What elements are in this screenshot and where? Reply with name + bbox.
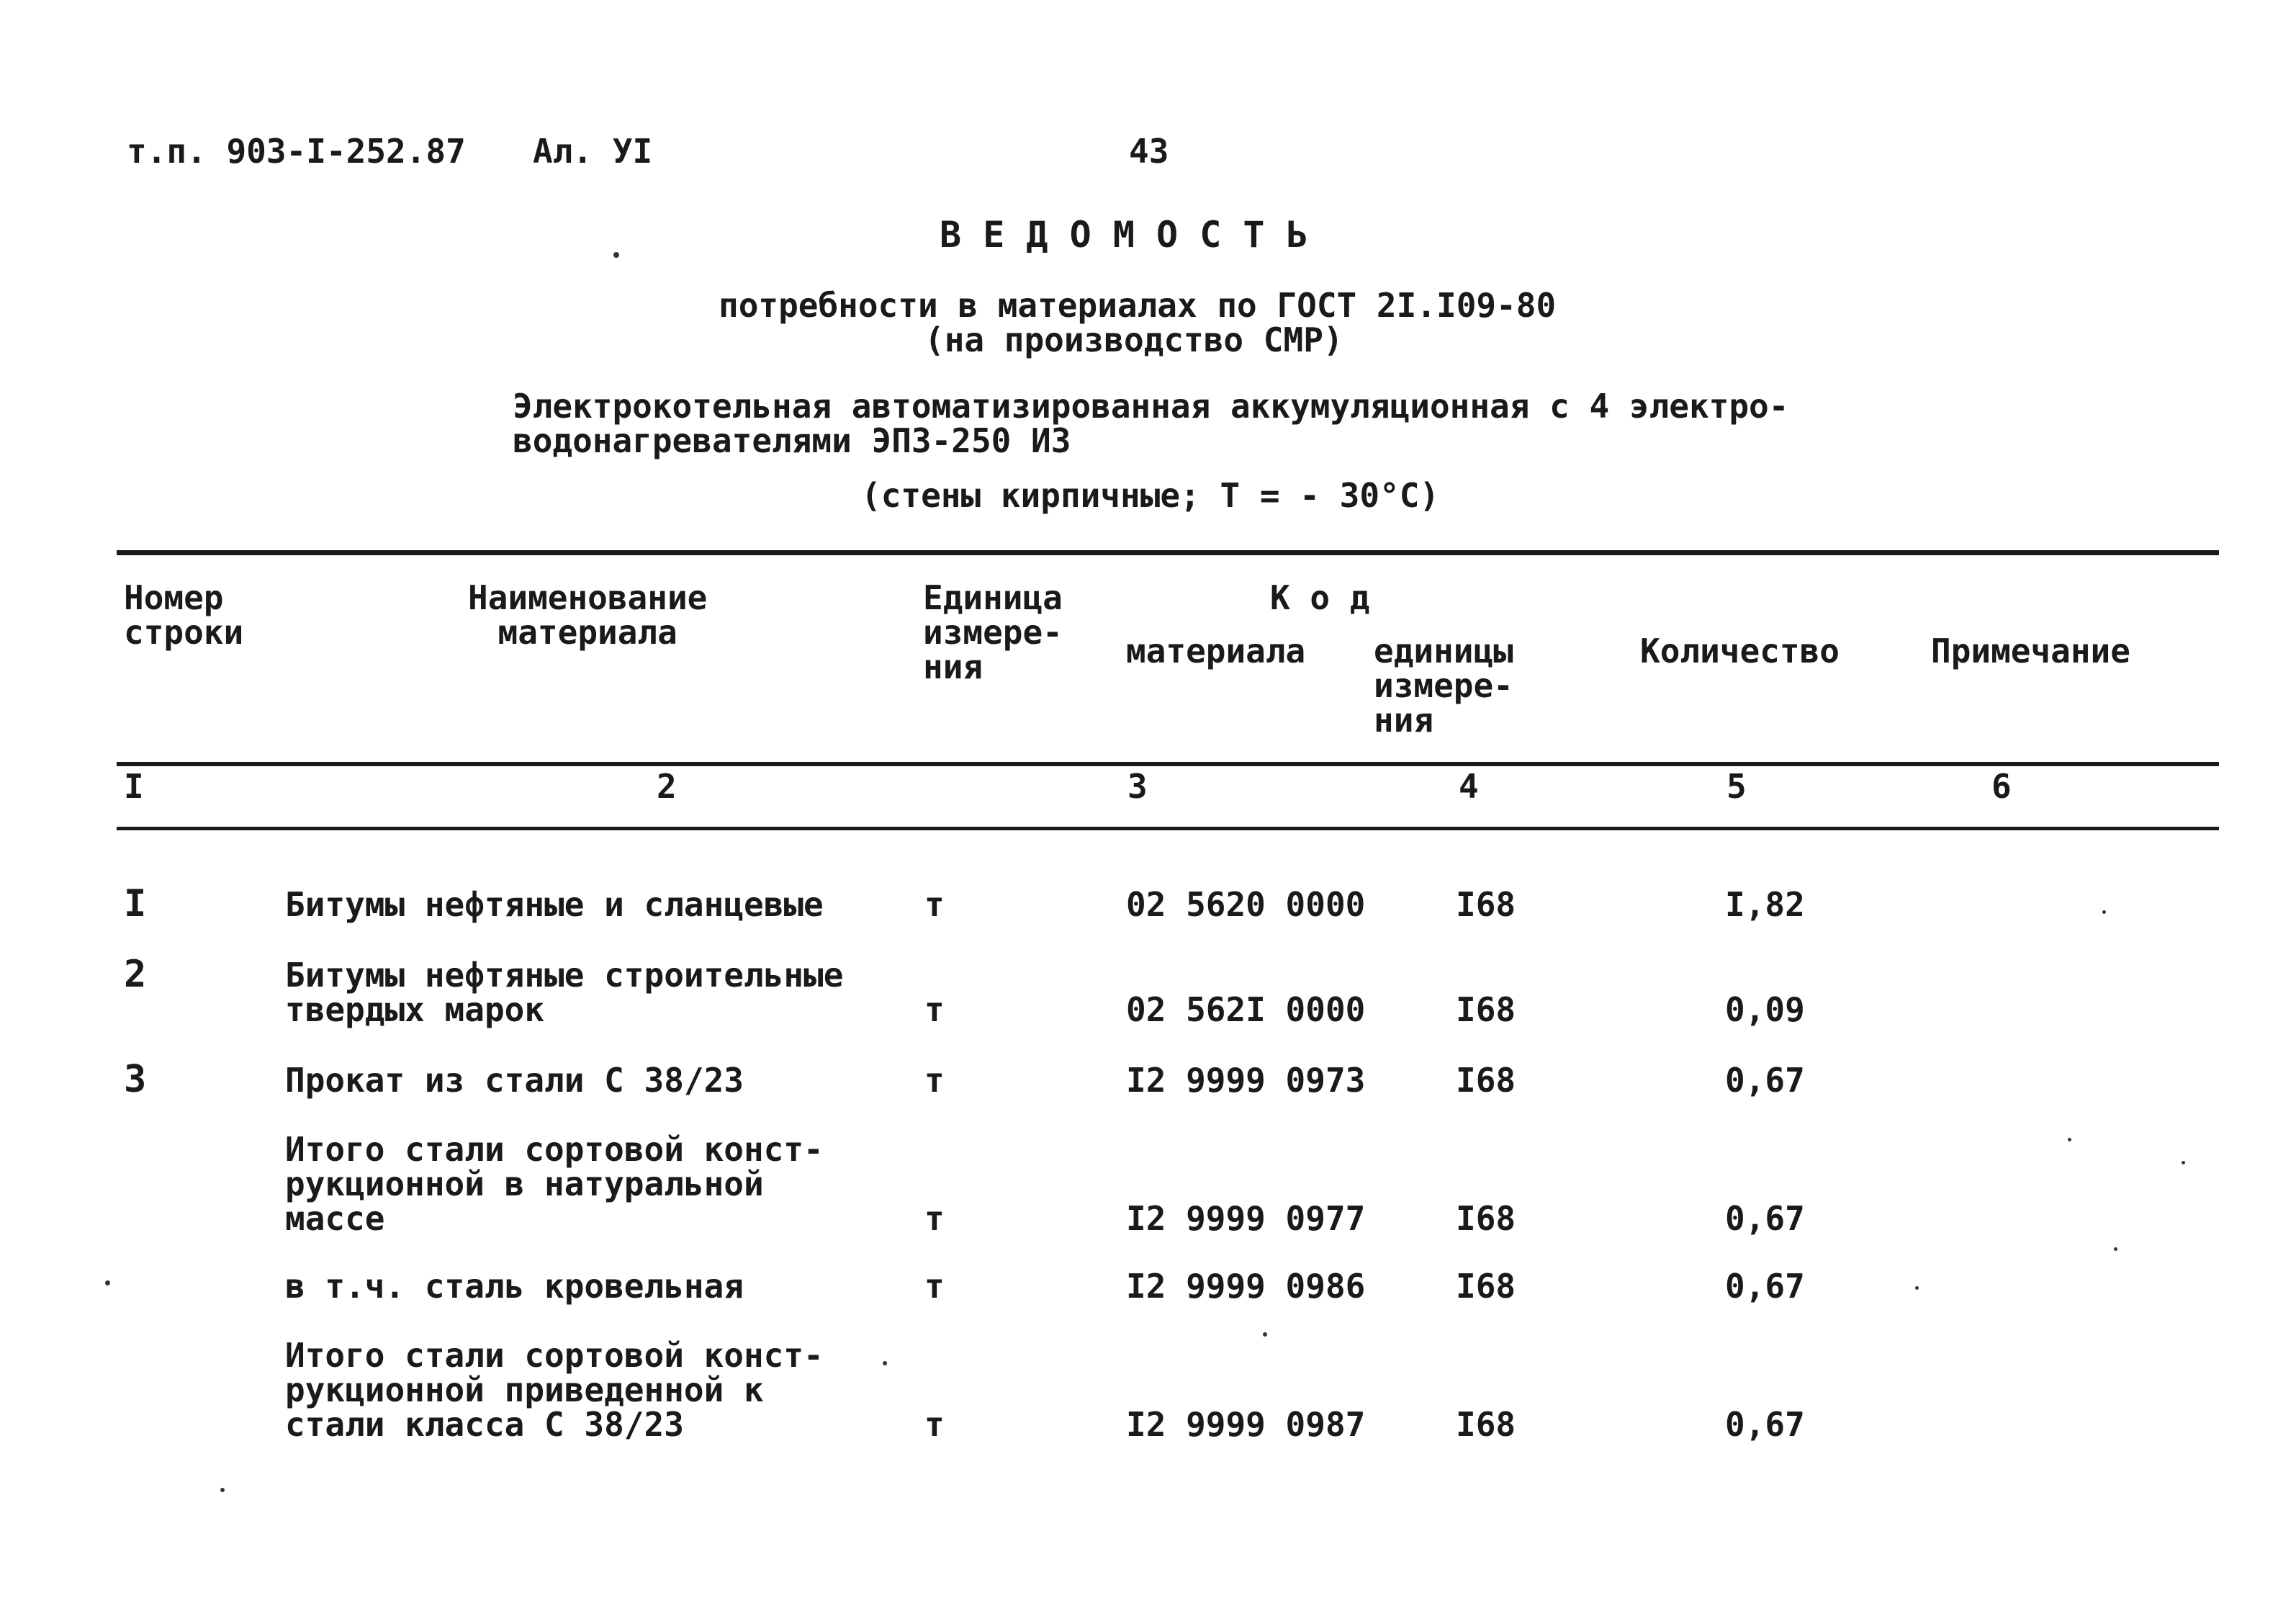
material-name: Битумы нефтяные строительные твердых марок [285,956,844,1029]
title-line-2: (на производство СМР) [924,320,1343,359]
unit-code: I68 [1456,990,1516,1029]
header-code-unit: единицы измере- ния [1374,632,1513,740]
material-code: I2 9999 0986 [1126,1267,1366,1306]
material-code: I2 9999 0977 [1126,1199,1366,1238]
scan-speck [883,1361,887,1365]
scan-speck [1915,1286,1919,1290]
header-quantity: Количество [1640,632,1840,670]
material-code: 02 5620 0000 [1126,885,1366,924]
scan-speck [2068,1138,2071,1141]
row-number: 3 [124,1058,147,1101]
quantity: 0,67 [1725,1061,1805,1100]
row-number: I [124,882,147,925]
material-code: I2 9999 0973 [1126,1061,1366,1100]
unit: т [924,1061,945,1100]
header-code-group: К о д [1270,578,1370,617]
column-number: 4 [1459,767,1479,806]
scan-speck [613,252,619,258]
title-line-1: потребности в материалах по ГОСТ 2I.I09-80 [719,286,1557,325]
unit: т [924,1267,945,1306]
object-description-line-1: Электрокотельная автоматизированная аккумуляционная с 4 электро- [513,387,1789,426]
material-name: Итого стали сортовой конст- рукционной в натуральной массе [285,1130,824,1238]
material-code: 02 562I 0000 [1126,990,1366,1029]
scan-speck [2114,1247,2117,1251]
material-name: Итого стали сортовой конст- рукционной приведенной к стали класса С 38/23 [285,1336,824,1444]
table-top-rule [117,550,2219,555]
column-number: 5 [1726,767,1747,806]
unit-code: I68 [1456,1061,1516,1100]
conditions: (стены кирпичные; Т = - 30°С) [861,476,1440,515]
object-description-line-2: водонагревателями ЭПЗ-250 ИЗ [513,421,1071,460]
column-numbers-rule [117,827,2219,830]
document-reference: т.п. 903-I-252.87 [127,132,466,171]
material-name: в т.ч. сталь кровельная [285,1267,744,1306]
unit-code: I68 [1456,1199,1516,1238]
header-code-material: материала [1126,632,1306,670]
unit-code: I68 [1456,885,1516,924]
unit: т [924,990,945,1029]
scan-speck [2102,910,2106,914]
material-name: Битумы нефтяные и сланцевые [285,885,824,924]
unit-code: I68 [1456,1405,1516,1444]
quantity: 0,67 [1725,1199,1805,1238]
page-number: 43 [1129,132,1169,171]
header-bottom-rule [117,762,2219,766]
unit: т [924,1199,945,1238]
material-code: I2 9999 0987 [1126,1405,1366,1444]
scan-speck [220,1488,225,1492]
unit: т [924,1405,945,1444]
scan-speck [2182,1161,2185,1164]
column-number: 3 [1127,767,1148,806]
page-title: В Е Д О М О С Т Ь [940,214,1308,256]
header-row-number: Номер строки [124,578,244,652]
quantity: 0,67 [1725,1405,1805,1444]
header-unit: Единица измере- ния [923,578,1063,686]
column-number: I [124,767,144,806]
quantity: I,82 [1725,885,1805,924]
scan-speck [105,1280,110,1285]
quantity: 0,67 [1725,1267,1805,1306]
row-number: 2 [124,953,147,996]
quantity: 0,09 [1725,990,1805,1029]
header-material-name: Наименование материала [468,578,708,652]
column-number: 6 [1991,767,2012,806]
unit-code: I68 [1456,1267,1516,1306]
unit: т [924,885,945,924]
column-number: 2 [657,767,677,806]
scan-speck [1263,1332,1267,1337]
header-note: Примечание [1931,632,2130,670]
material-name: Прокат из стали С 38/23 [285,1061,744,1100]
album-number: Ал. УI [533,132,653,171]
